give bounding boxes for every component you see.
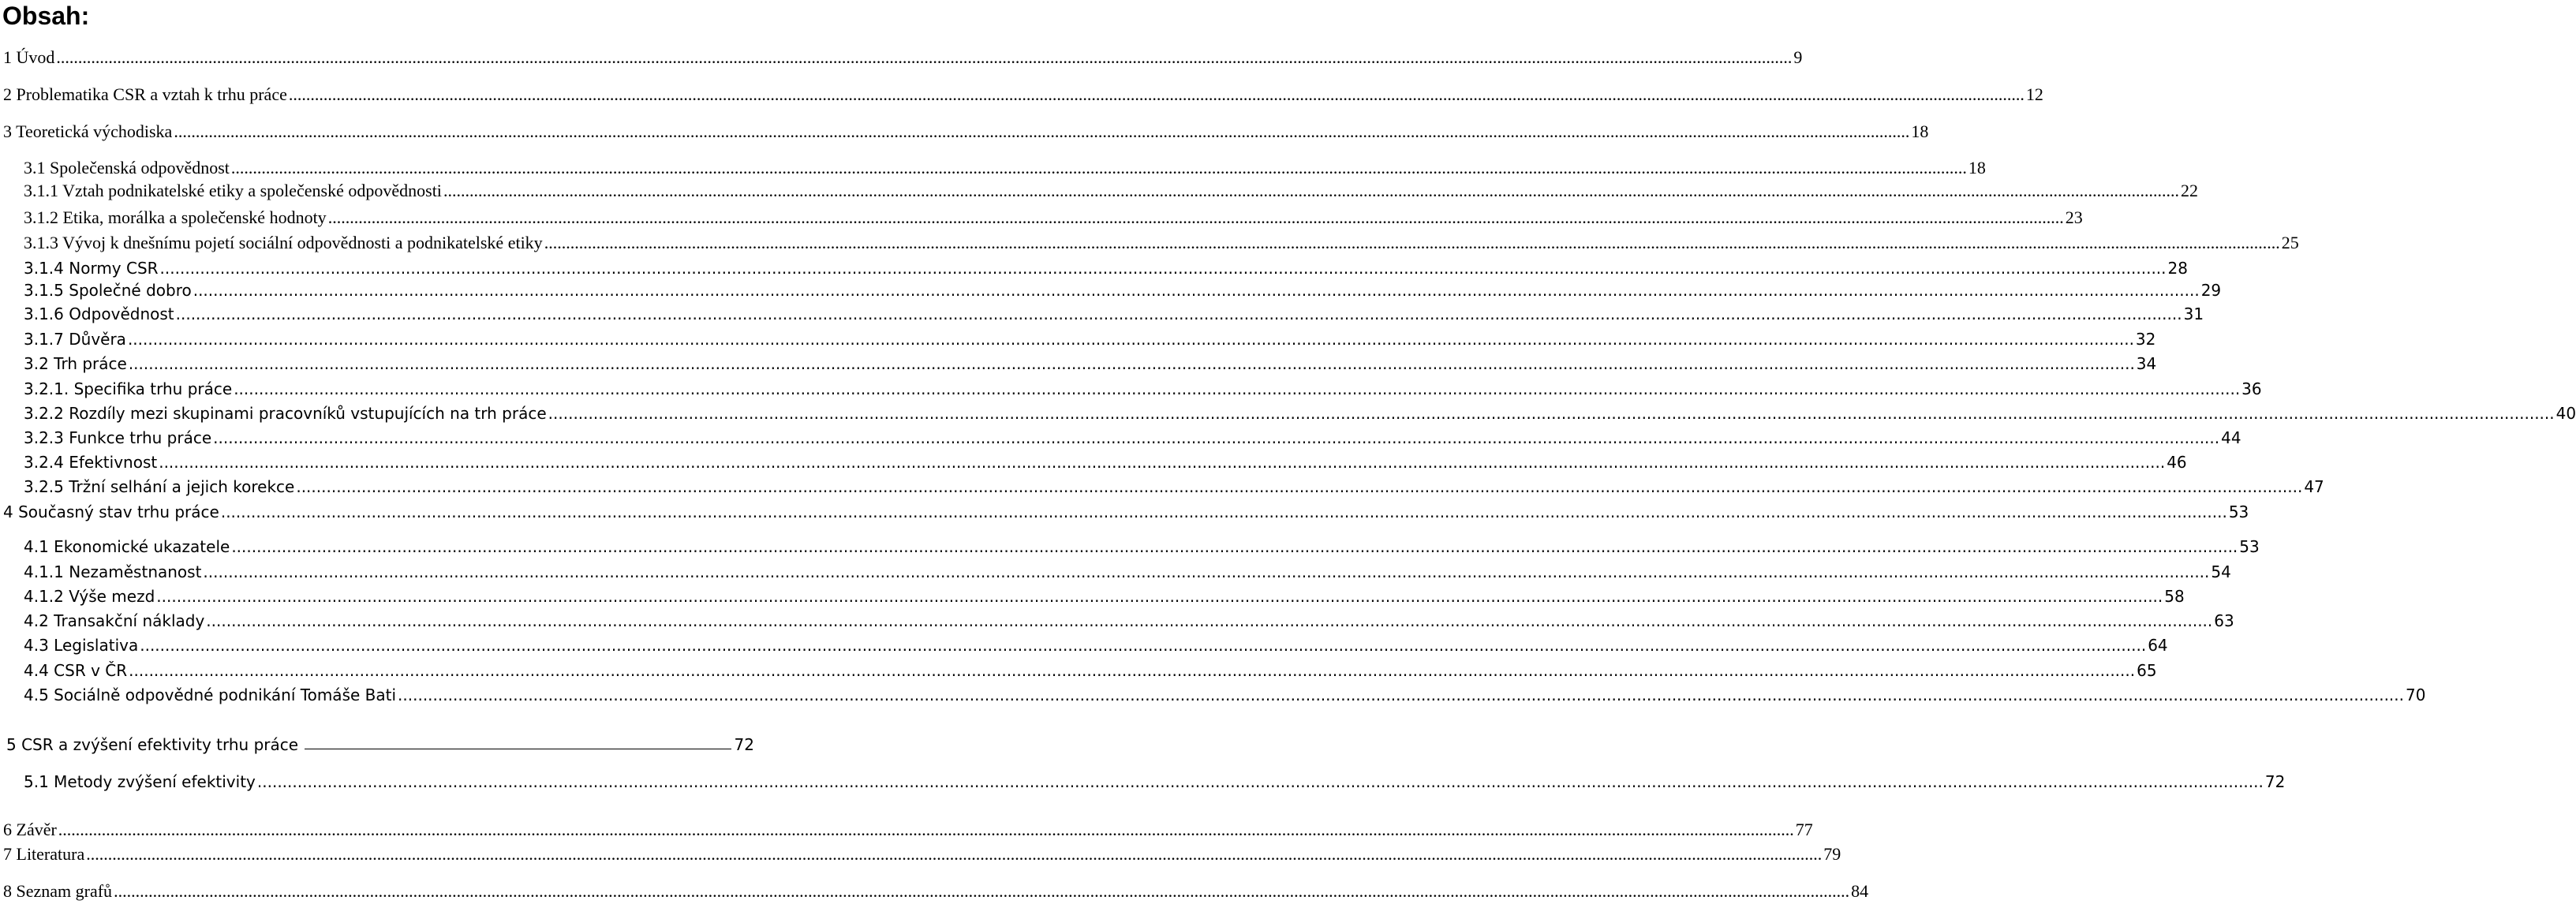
toc-entry-4[interactable] [24, 156, 1986, 180]
toc-entry-3[interactable] [3, 120, 1929, 144]
toc-entry-page: 36 [2241, 379, 2262, 398]
toc-entry-28[interactable] [3, 818, 1813, 842]
dot-leader: ................................................................................................................................................................................................................................................................................................................................................................................................................ [175, 304, 2182, 323]
dot-leader: ................................................................................................................................................................................................................................................................................................................................................................................................................ [548, 404, 2555, 423]
toc-entry-page: 54 [2211, 562, 2231, 581]
toc-entry-label: 3.1.1 Vztah podnikatelské etiky a společenské odpovědnosti [24, 181, 442, 200]
toc-entry-page: 70 [2406, 685, 2426, 704]
dot-leader: ................................................................................................................................................................................................................................................................................................................................................................................................................ [296, 477, 2303, 496]
dot-leader: ................................................................................................................................................................................................................................................................................................................................................................................................................ [128, 354, 2135, 373]
toc-entry-page: 25 [2281, 233, 2299, 252]
dot-leader: ................................................................................................................................................................................................................................................................................................................................................................................................................ [86, 844, 1823, 864]
dot-leader: ................................................................................................................................................................................................................................................................................................................................................................................................................ [256, 772, 2264, 791]
toc-entry-7[interactable] [24, 231, 2299, 255]
toc-entry-23[interactable] [24, 633, 2168, 657]
toc-entry-page: 63 [2214, 611, 2234, 630]
toc-entry-label: 3.1.7 Důvěra [24, 330, 126, 349]
toc-entry-27[interactable] [24, 770, 2286, 794]
dot-leader: ................................................................................................................................................................................................................................................................................................................................................................................................................ [129, 661, 2136, 680]
toc-entry-page: 34 [2136, 354, 2157, 373]
toc-entry-21[interactable] [24, 585, 2185, 608]
dot-leader: ................................................................................................................................................................................................................................................................................................................................................................................................................ [56, 47, 1793, 67]
toc-entry-page: 79 [1823, 844, 1841, 864]
dot-leader: ................................................................................................................................................................................................................................................................................................................................................................................................................ [327, 207, 2064, 227]
toc-entry-12[interactable] [24, 352, 2157, 375]
toc-entry-26[interactable] [6, 733, 754, 756]
toc-entry-label: 5.1 Metody zvýšení efektivity [24, 772, 256, 791]
toc-entry-9[interactable] [24, 278, 2222, 302]
toc-entry-page: 40 [2555, 404, 2576, 423]
toc-entry-label: 3.1.5 Společné dobro [24, 281, 192, 300]
toc-entry-20[interactable] [24, 560, 2231, 584]
line-leader [300, 733, 732, 756]
toc-entry-page: 29 [2200, 281, 2222, 300]
dot-leader: ................................................................................................................................................................................................................................................................................................................................................................................................................ [206, 611, 2213, 630]
toc-entry-page: 72 [734, 735, 754, 754]
toc-entry-label: 3.2.4 Efektivnost [24, 453, 158, 472]
toc-entry-label: 4.1 Ekonomické ukazatele [24, 537, 230, 556]
toc-entry-label: 3 Teoretická východiska [3, 121, 173, 141]
toc-entry-label: 3.1.4 Normy CSR [24, 259, 159, 278]
toc-entry-8[interactable] [24, 256, 2188, 280]
toc-entry-page: 44 [2221, 428, 2241, 447]
toc-entry-page: 47 [2304, 477, 2324, 496]
toc-entry-page: 58 [2164, 587, 2185, 606]
toc-entry-label: 3.1.2 Etika, morálka a společenské hodnoty [24, 207, 327, 227]
toc-entry-label: 3.2.2 Rozdíly mezi skupinami pracovníků vstupujících na trh práce [24, 404, 547, 423]
toc-entry-24[interactable] [24, 659, 2157, 682]
toc-entry-label: 4.4 CSR v ČR [24, 661, 128, 680]
dot-leader: ................................................................................................................................................................................................................................................................................................................................................................................................................ [213, 428, 2220, 447]
toc-entry-5[interactable] [24, 179, 2198, 203]
toc-entry-label: 6 Závěr [3, 820, 57, 839]
dot-leader: ................................................................................................................................................................................................................................................................................................................................................................................................................ [230, 158, 1967, 177]
dot-leader: ................................................................................................................................................................................................................................................................................................................................................................................................................ [159, 259, 2167, 278]
dot-leader: ................................................................................................................................................................................................................................................................................................................................................................................................................ [398, 685, 2404, 704]
dot-leader: ................................................................................................................................................................................................................................................................................................................................................................................................................ [140, 636, 2147, 655]
dot-leader: ................................................................................................................................................................................................................................................................................................................................................................................................................ [220, 502, 2227, 521]
toc-entry-label: 3.1.3 Vývoj k dnešnímu pojetí sociální odpovědnosti a podnikatelské etiky [24, 233, 543, 252]
toc-entry-17[interactable] [24, 475, 2324, 499]
toc-entry-label: 4.1.2 Výše mezd [24, 587, 155, 606]
toc-entry-label: 2 Problematika CSR a vztah k trhu práce [3, 84, 287, 104]
toc-entry-label: 5 CSR a zvýšení efektivity trhu práce [6, 735, 299, 754]
toc-entry-19[interactable] [24, 535, 2260, 558]
toc-entry-label: 8 Seznam grafů [3, 881, 113, 901]
toc-entry-label: 4.3 Legislativa [24, 636, 139, 655]
toc-entry-page: 32 [2135, 330, 2156, 349]
dot-leader: ................................................................................................................................................................................................................................................................................................................................................................................................................ [58, 820, 1794, 839]
toc-entry-30[interactable] [3, 880, 1869, 903]
toc-entry-25[interactable] [24, 683, 2426, 707]
toc-entry-page: 65 [2137, 661, 2157, 680]
toc-entry-page: 23 [2065, 207, 2083, 227]
toc-entry-6[interactable] [24, 206, 2083, 230]
toc-entry-label: 3.2 Trh práce [24, 354, 127, 373]
toc-entry-15[interactable] [24, 426, 2241, 450]
dot-leader: ................................................................................................................................................................................................................................................................................................................................................................................................................ [234, 379, 2241, 398]
toc-entry-label: 4.2 Transakční náklady [24, 611, 205, 630]
toc-entry-14[interactable] [24, 402, 2576, 425]
toc-entry-2[interactable] [3, 83, 2043, 106]
toc-entry-page: 9 [1793, 47, 1803, 67]
toc-entry-page: 31 [2183, 304, 2204, 323]
toc-entry-16[interactable] [24, 450, 2187, 474]
toc-entry-22[interactable] [24, 609, 2234, 633]
dot-leader: ................................................................................................................................................................................................................................................................................................................................................................................................................ [288, 84, 2025, 104]
toc-entry-label: 4 Současný stav trhu práce [3, 502, 219, 521]
toc-entry-page: 28 [2167, 259, 2188, 278]
dot-leader: ................................................................................................................................................................................................................................................................................................................................................................................................................ [544, 233, 2280, 252]
toc-entry-label: 7 Literatura [3, 844, 85, 864]
toc-entry-11[interactable] [24, 327, 2156, 351]
dot-leader: ................................................................................................................................................................................................................................................................................................................................................................................................................ [443, 181, 2179, 200]
toc-entry-label: 4.5 Sociálně odpovědné podnikání Tomáše Bati [24, 685, 397, 704]
toc-entry-page: 53 [2239, 537, 2260, 556]
toc-entry-10[interactable] [24, 302, 2204, 326]
toc-entry-page: 46 [2167, 453, 2187, 472]
dot-leader: ................................................................................................................................................................................................................................................................................................................................................................................................................ [156, 587, 2163, 606]
dot-leader: ................................................................................................................................................................................................................................................................................................................................................................................................................ [127, 330, 2134, 349]
toc-entry-label: 3.2.3 Funkce trhu práce [24, 428, 212, 447]
toc-entry-page: 84 [1851, 881, 1869, 901]
toc-entry-13[interactable] [24, 377, 2262, 401]
toc-entry-page: 12 [2025, 84, 2043, 104]
toc-entry-29[interactable] [3, 842, 1841, 866]
dot-leader: ................................................................................................................................................................................................................................................................................................................................................................................................................ [203, 562, 2210, 581]
toc-entry-label: 3.2.1. Specifika trhu práce [24, 379, 233, 398]
dot-leader: ................................................................................................................................................................................................................................................................................................................................................................................................................ [174, 121, 1910, 141]
dot-leader: ................................................................................................................................................................................................................................................................................................................................................................................................................ [231, 537, 2238, 556]
dot-leader: ................................................................................................................................................................................................................................................................................................................................................................................................................ [159, 453, 2166, 472]
toc-entry-page: 64 [2148, 636, 2168, 655]
toc-entry-label: 3.2.5 Tržní selhání a jejich korekce [24, 477, 295, 496]
toc-entry-page: 18 [1968, 158, 1986, 177]
toc-entry-page: 53 [2228, 502, 2249, 521]
dot-leader: ................................................................................................................................................................................................................................................................................................................................................................................................................ [114, 881, 1850, 901]
toc-entry-page: 22 [2180, 181, 2198, 200]
toc-entry-label: 4.1.1 Nezaměstnanost [24, 562, 202, 581]
page-title: Obsah: [2, 2, 90, 30]
dot-leader: ................................................................................................................................................................................................................................................................................................................................................................................................................ [193, 281, 2200, 300]
toc-entry-label: 1 Úvod [3, 47, 55, 67]
toc-entry-label: 3.1.6 Odpovědnost [24, 304, 174, 323]
toc-entry-page: 72 [2264, 772, 2286, 791]
toc-entry-18[interactable] [3, 500, 2249, 524]
toc-entry-page: 18 [1911, 121, 1929, 141]
toc-entry-1[interactable] [3, 46, 1803, 69]
toc-entry-label: 3.1 Společenská odpovědnost [24, 158, 230, 177]
toc-entry-page: 77 [1795, 820, 1813, 839]
